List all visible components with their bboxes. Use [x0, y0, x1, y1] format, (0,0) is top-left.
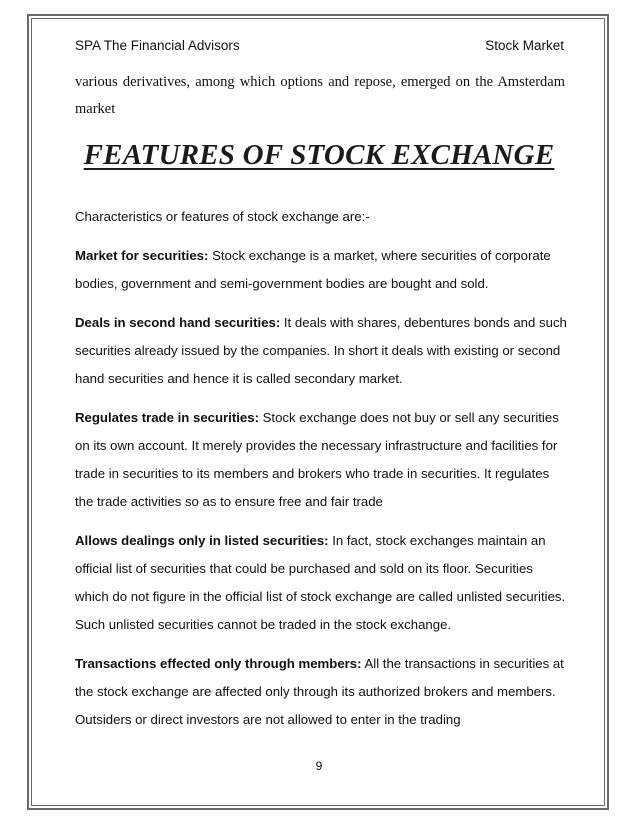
feature-text: It deals with shares, debentures bonds and such securities already issued by the companies. In short it deals with existing or second hand securities and hence it is called secondary market.: [75, 315, 567, 386]
body-content: [75, 203, 567, 745]
page-header: [75, 38, 564, 53]
feature-item: [75, 309, 567, 393]
feature-item: [75, 650, 567, 734]
feature-heading: Allows dealings only in listed securities:: [75, 533, 329, 548]
feature-item: [75, 404, 567, 516]
header-right: Stock Market: [485, 38, 564, 53]
feature-text: Stock exchange does not buy or sell any securities on its own account. It merely provides the necessary infrastructure and facilities for trade in securities to its members and brokers who trade in securities. It regulates the trade activities so as to ensure free and fair trade: [75, 410, 559, 509]
feature-heading: Transactions effected only through members:: [75, 656, 362, 671]
page-number: 9: [315, 759, 323, 773]
section-title: FEATURES OF STOCK EXCHANGE: [83, 139, 555, 171]
feature-heading: Regulates trade in securities:: [75, 410, 259, 425]
continued-paragraph: various derivatives, among which options and repose, emerged on the Amsterdam market: [75, 74, 565, 117]
feature-text: In fact, stock exchanges maintain an official list of securities that could be purchased and sold on its floor. Securities which do not figure in the official list of stock exchange are called unlisted securities. Such unlisted securities cannot be traded in the stock exchange.: [75, 533, 566, 632]
feature-heading: Deals in second hand securities:: [75, 315, 281, 330]
intro-text: Characteristics or features of stock exchange are:-: [75, 209, 370, 224]
feature-item: [75, 527, 567, 639]
header-left: SPA The Financial Advisors: [75, 38, 240, 53]
feature-text: All the transactions in securities at the stock exchange are affected only through its authorized brokers and members. Outsiders or direct investors are not allowed to enter in the trading: [75, 656, 564, 727]
feature-item: [75, 242, 567, 298]
feature-text: Stock exchange is a market, where securities of corporate bodies, government and semi-government bodies are bought and sold.: [75, 248, 551, 291]
feature-heading: Market for securities:: [75, 248, 209, 263]
